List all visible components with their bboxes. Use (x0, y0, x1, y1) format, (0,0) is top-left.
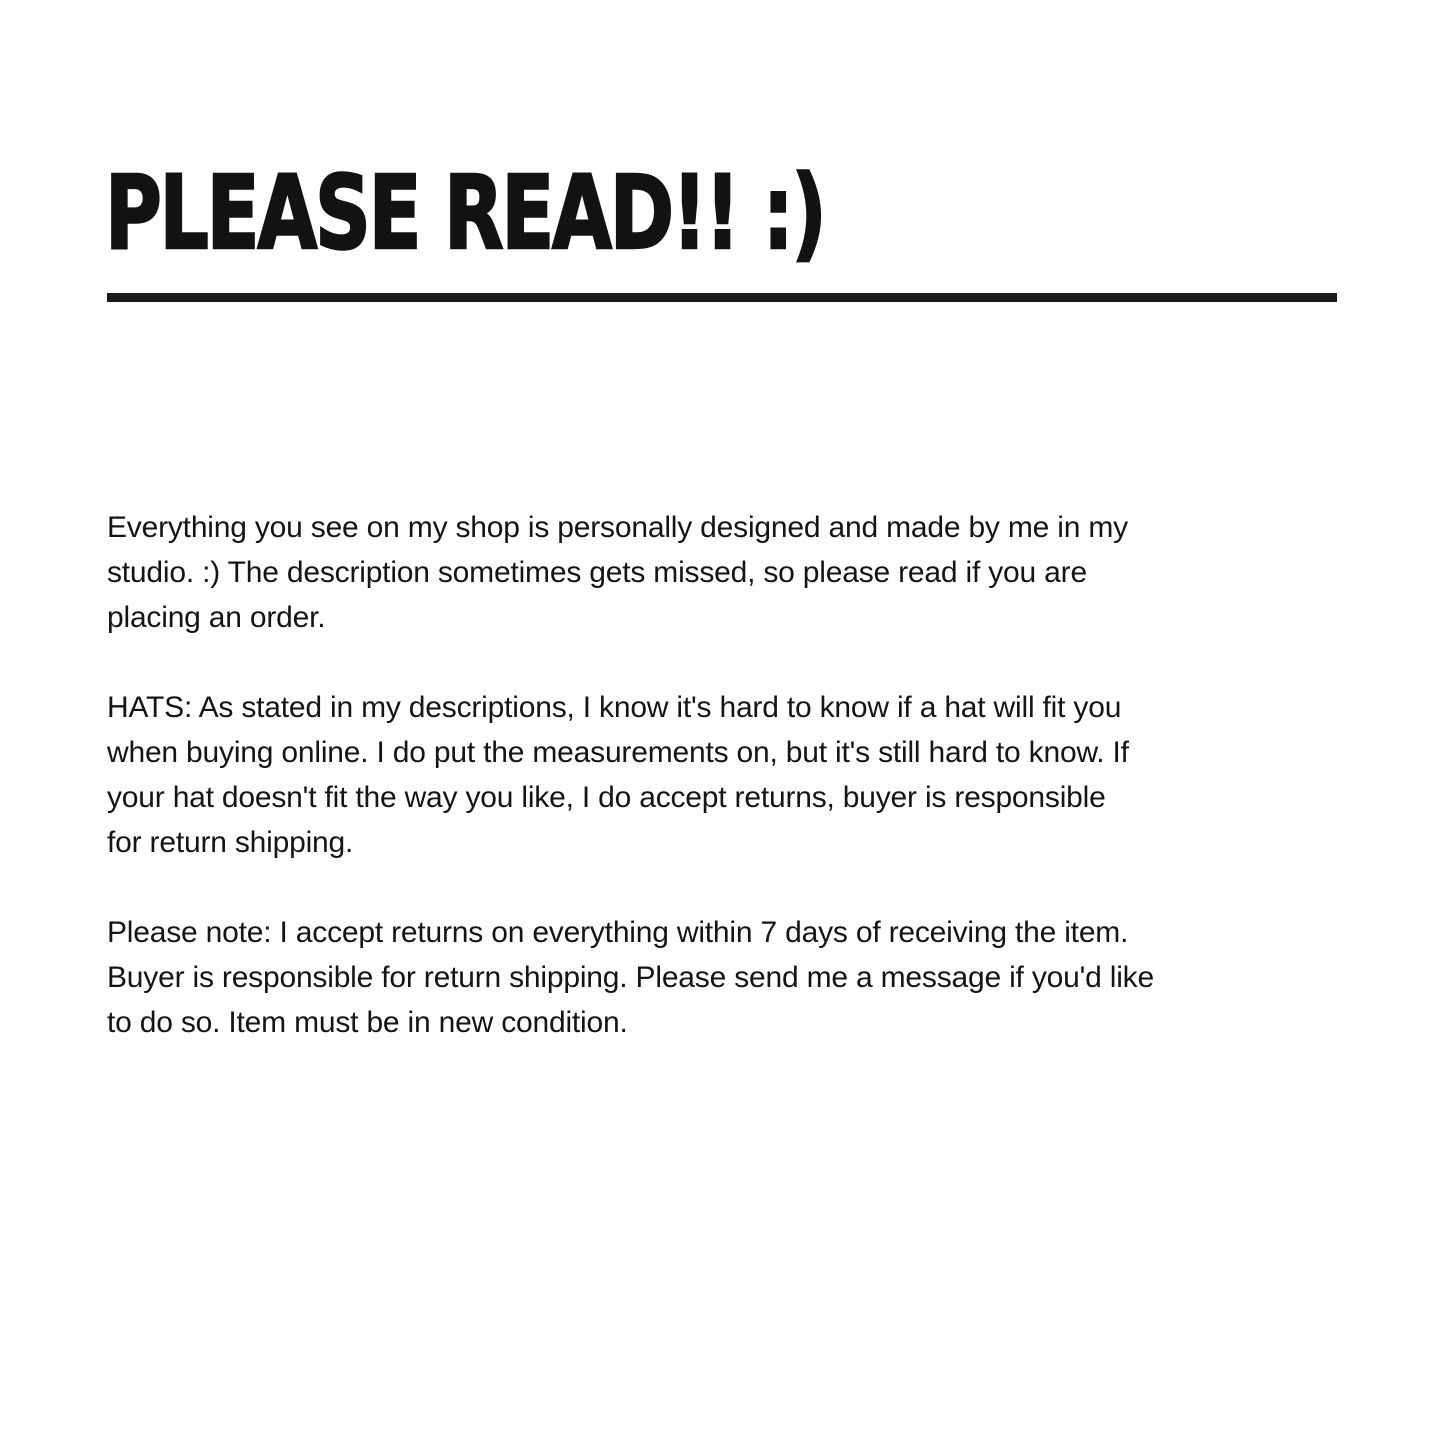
text-line: Please note: I accept returns on everything within 7 days of receiving the item. (107, 916, 1129, 949)
text-line: placing an order. (107, 601, 326, 634)
page-title: PLEASE READ!! :) (105, 154, 825, 273)
text-line: studio. :) The description sometimes gets missed, so please read if you are (107, 556, 1087, 589)
text-line: when buying online. I do put the measurements on, but it's still hard to know. If (107, 736, 1129, 769)
text-line: Everything you see on my shop is personally designed and made by me in my (107, 511, 1128, 544)
paragraph-hats-policy (107, 685, 1367, 865)
text-line: Buyer is responsible for return shipping. Please send me a message if you'd like (107, 961, 1154, 994)
text-line: to do so. Item must be in new condition. (107, 1006, 628, 1039)
text-line: HATS: As stated in my descriptions, I know it's hard to know if a hat will fit you (107, 691, 1122, 724)
text-line: for return shipping. (107, 826, 354, 859)
text-line: your hat doesn't fit the way you like, I do accept returns, buyer is responsible (107, 781, 1106, 814)
body-text (107, 505, 1367, 1090)
heading-underline (107, 293, 1337, 302)
paragraph-returns-policy (107, 910, 1367, 1045)
paragraph-shop-intro (107, 505, 1367, 640)
